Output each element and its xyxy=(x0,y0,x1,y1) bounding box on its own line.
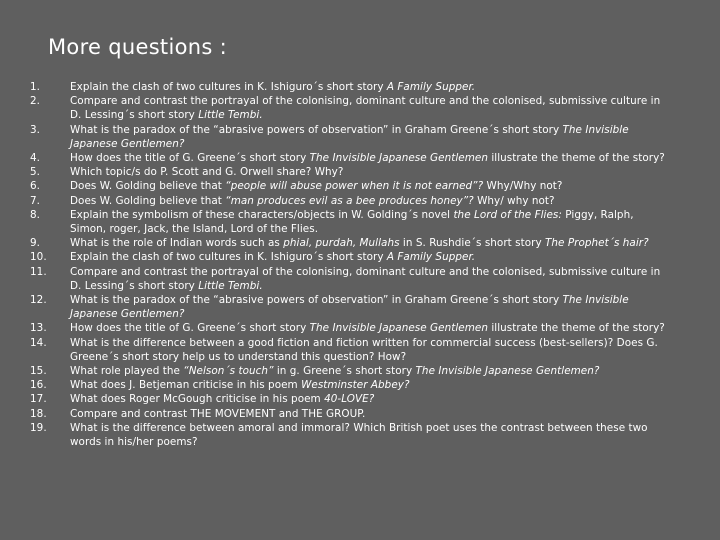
question-text xyxy=(70,336,670,364)
question-title-italic: “people will abuse power when it is not earned”? xyxy=(225,180,484,193)
question-text-run: in g. Greene´s short story xyxy=(273,365,416,378)
question-item xyxy=(30,165,670,179)
question-text xyxy=(70,250,670,264)
question-text xyxy=(70,208,670,236)
question-text xyxy=(70,265,670,293)
question-title-italic: A Family Supper. xyxy=(386,81,476,93)
question-title-italic: The Invisible Japanese Gentlemen? xyxy=(70,294,629,321)
question-number: 15. xyxy=(30,365,47,378)
question-text-run: Which topic/s do P. Scott and G. Orwell share? Why? xyxy=(70,166,344,179)
question-text-run: Explain the clash of two cultures in K. Ishiguro´s short story xyxy=(70,251,387,264)
question-item xyxy=(30,378,670,392)
question-text xyxy=(70,321,670,335)
question-title-italic: The Invisible Japanese Gentlemen xyxy=(309,152,488,165)
question-text-run: What is the difference between amoral and immoral? Which British poet uses the contrast between these two words in his/her poems? xyxy=(70,421,648,449)
question-item xyxy=(30,265,670,293)
question-text-run: illustrate the theme of the story? xyxy=(487,152,665,165)
question-text-run: What is the paradox of the “abrasive powers of observation” in Graham Greene´s short story xyxy=(70,294,563,307)
question-text-run: What is the paradox of the “abrasive powers of observation” in Graham Greene´s short story xyxy=(70,123,563,136)
question-title-italic: Little Tembi. xyxy=(198,109,263,122)
question-title-italic: “Nelson´s touch” xyxy=(183,365,274,378)
question-item xyxy=(30,392,670,406)
question-number: 16. xyxy=(30,379,47,392)
question-text xyxy=(70,293,670,321)
question-text-run: Compare and contrast the portrayal of the colonising, dominant culture and the colonised, submissive culture in D. Lessing´s short story xyxy=(70,265,661,292)
question-number: 13. xyxy=(30,322,47,335)
question-text-run: Compare and contrast the portrayal of the colonising, dominant culture and the colonised, submissive culture in D. Lessing´s short story xyxy=(70,95,661,122)
question-text-run: What role played the xyxy=(70,365,184,378)
question-title-italic: Westminster Abbey? xyxy=(301,379,410,392)
question-item xyxy=(30,236,670,250)
question-number: 17. xyxy=(30,393,47,406)
question-text-run: Explain the clash of two cultures in K. Ishiguro´s short story xyxy=(70,81,387,93)
question-text xyxy=(70,179,670,193)
question-title-italic: A Family Supper. xyxy=(386,251,476,264)
question-number: 3. xyxy=(30,123,41,136)
question-text xyxy=(70,236,670,250)
question-text-run: Explain the symbolism of these characters/objects in W. Golding´s novel xyxy=(70,208,454,221)
question-text-run: Compare and contrast THE MOVEMENT and THE GROUP. xyxy=(70,407,366,420)
question-number: 5. xyxy=(30,166,41,179)
question-item xyxy=(30,208,670,236)
question-title-italic: The Invisible Japanese Gentlemen? xyxy=(70,123,629,150)
question-text-run: What does J. Betjeman criticise in his poem xyxy=(70,379,302,392)
question-title-italic: The Invisible Japanese Gentlemen xyxy=(309,322,488,335)
question-text-run: What does Roger McGough criticise in his poem xyxy=(70,393,325,406)
question-text-run: Does W. Golding believe that xyxy=(70,194,226,207)
question-text xyxy=(70,392,670,406)
question-text-run: What is the role of Indian words such as xyxy=(70,237,284,250)
question-item xyxy=(30,123,670,151)
question-item xyxy=(30,421,670,449)
question-number: 12. xyxy=(30,294,47,307)
question-item xyxy=(30,151,670,165)
question-title-italic: “man produces evil as a bee produces honey”? xyxy=(225,194,474,207)
question-text-run: illustrate the theme of the story? xyxy=(487,322,665,335)
question-title-italic: 40-LOVE? xyxy=(324,393,375,406)
question-item xyxy=(30,179,670,193)
question-text xyxy=(70,378,670,392)
question-item xyxy=(30,293,670,321)
question-text xyxy=(70,165,670,179)
question-text xyxy=(70,421,670,449)
question-number: 9. xyxy=(30,237,41,250)
question-item xyxy=(30,321,670,335)
question-text xyxy=(70,364,670,378)
question-item xyxy=(30,80,670,94)
question-item xyxy=(30,407,670,421)
question-text-run: Does W. Golding believe that xyxy=(70,180,226,193)
question-text xyxy=(70,94,670,122)
question-number: 1. xyxy=(30,81,41,93)
question-text xyxy=(70,151,670,165)
question-number: 11. xyxy=(30,265,47,278)
question-number: 14. xyxy=(30,336,47,349)
question-item xyxy=(30,250,670,264)
question-text-run: How does the title of G. Greene´s short story xyxy=(70,322,310,335)
question-list xyxy=(30,80,670,449)
question-item xyxy=(30,336,670,364)
question-item xyxy=(30,94,670,122)
question-number: 10. xyxy=(30,251,47,264)
question-text-run: in S. Rushdie´s short story xyxy=(399,237,546,250)
question-title-italic: the Lord of the Flies: xyxy=(453,208,562,221)
question-text-run: How does the title of G. Greene´s short story xyxy=(70,152,310,165)
question-number: 19. xyxy=(30,421,47,434)
question-text-run: Why/ why not? xyxy=(473,194,555,207)
question-title-italic: The Prophet´s hair? xyxy=(545,237,649,250)
question-number: 4. xyxy=(30,152,41,165)
question-text xyxy=(70,80,670,94)
question-text-run: Why/Why not? xyxy=(483,180,563,193)
question-item xyxy=(30,194,670,208)
question-title-italic: phial, purdah, Mullahs xyxy=(283,237,400,250)
question-number: 7. xyxy=(30,194,41,207)
question-title-italic: Little Tembi. xyxy=(198,279,263,292)
question-text-run: What is the difference between a good fiction and fiction written for commercial success (best-sellers)? Does G. Greene´s short story help us to understand this question? How? xyxy=(70,336,658,363)
question-text xyxy=(70,123,670,151)
question-text-run: Piggy, Ralph, Simon, roger, Jack, the Island, Lord of the Flies. xyxy=(70,208,634,236)
question-number: 8. xyxy=(30,208,41,221)
question-number: 18. xyxy=(30,407,47,420)
question-number: 6. xyxy=(30,180,41,193)
slide-title: More questions : xyxy=(48,35,227,59)
question-text xyxy=(70,194,670,208)
question-title-italic: The Invisible Japanese Gentlemen? xyxy=(415,365,600,378)
question-text xyxy=(70,407,670,421)
question-number: 2. xyxy=(30,95,41,108)
question-item xyxy=(30,364,670,378)
